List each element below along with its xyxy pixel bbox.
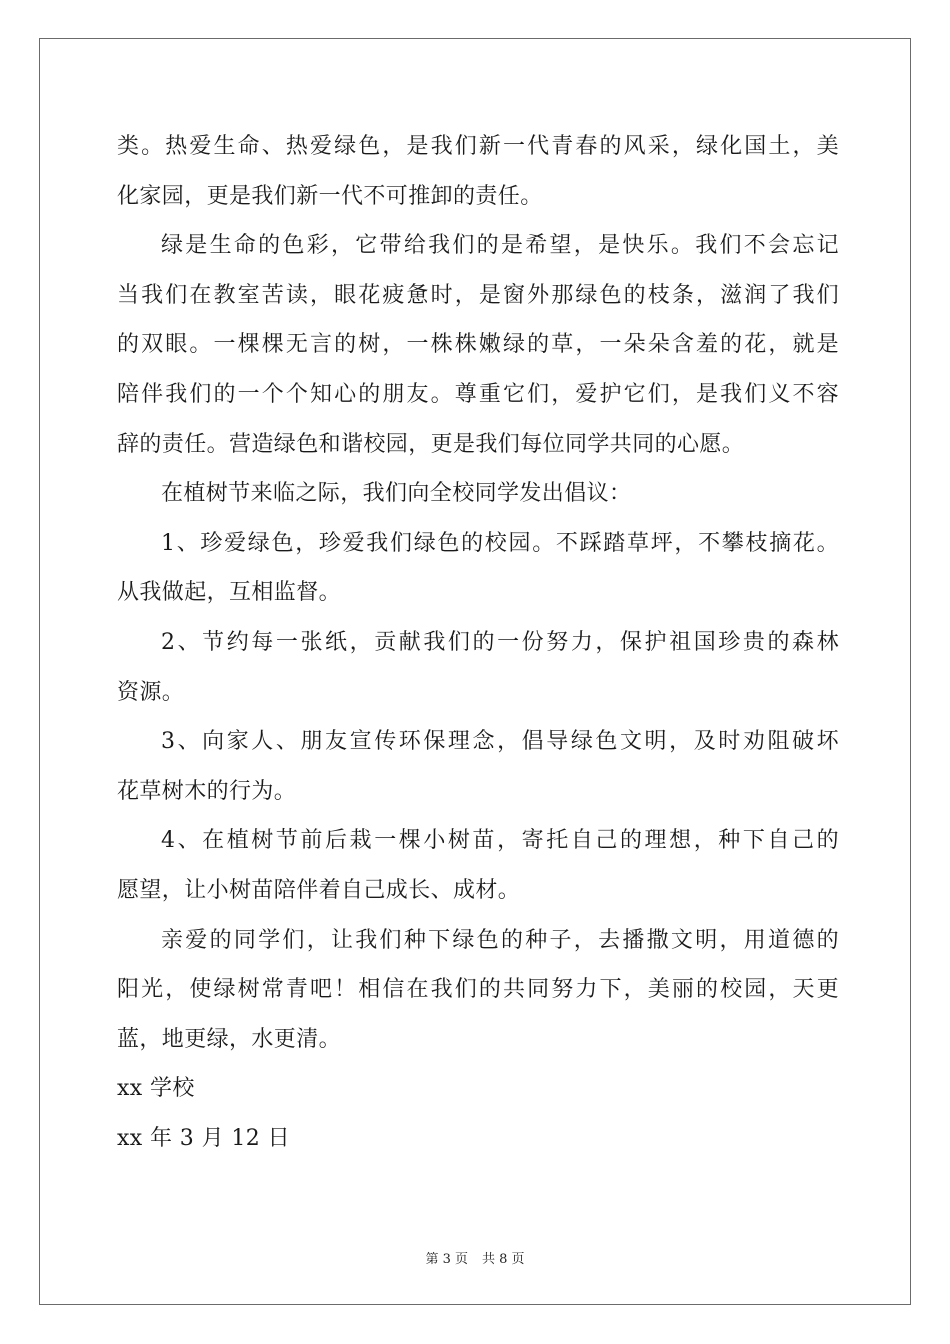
paragraph-line: 辞的责任。营造绿色和谐校园，更是我们每位同学共同的心愿。 <box>117 431 745 457</box>
document-body <box>117 122 839 1163</box>
paragraph-line: 亲爱的同学们，让我们种下绿色的种子，去播撒文明，用道德的 <box>161 927 839 953</box>
paragraph-line: 在植树节来临之际，我们向全校同学发出倡议： <box>161 481 632 507</box>
paragraph-line: xx 年 3 月 12 日 <box>117 1125 290 1151</box>
paragraph-line: 陪伴我们的一个个知心的朋友。尊重它们，爱护它们，是我们义不容 <box>117 381 839 407</box>
paragraph-line: 4、在植树节前后栽一棵小树苗，寄托自己的理想，种下自己的 <box>161 828 839 854</box>
page-footer <box>0 1248 950 1267</box>
paragraph-line: xx 学校 <box>117 1076 195 1102</box>
page-number: 第 3 页 <box>425 1252 468 1267</box>
paragraph-line: 类。热爱生命、热爱绿色，是我们新一代青春的风采，绿化国土，美 <box>117 134 839 159</box>
paragraph-line: 阳光，使绿树常青吧！相信在我们的共同努力下，美丽的校园，天更 <box>117 977 839 1003</box>
paragraph-line: 绿是生命的色彩，它带给我们的是希望，是快乐。我们不会忘记 <box>161 233 839 259</box>
paragraph-line: 2、节约每一张纸，贡献我们的一份努力，保护祖国珍贵的森林 <box>161 629 839 655</box>
paragraph-line: 花草树木的行为。 <box>117 778 297 804</box>
paragraph-line: 资源。 <box>117 679 185 705</box>
paragraph-line: 化家园，更是我们新一代不可推卸的责任。 <box>117 183 543 209</box>
paragraph-line: 3、向家人、朋友宣传环保理念，倡导绿色文明，及时劝阻破坏 <box>161 729 839 755</box>
page-total: 共 8 页 <box>482 1252 525 1267</box>
paragraph-line: 蓝，地更绿，水更清。 <box>117 1026 342 1052</box>
paragraph-line: 的双眼。一棵棵无言的树，一株株嫩绿的草，一朵朵含羞的花，就是 <box>117 332 839 358</box>
paragraph-line: 从我做起，互相监督。 <box>117 580 342 606</box>
paragraph-line: 当我们在教室苦读，眼花疲惫时，是窗外那绿色的枝条，滋润了我们 <box>117 282 839 308</box>
paragraph-line: 1、珍爱绿色，珍爱我们绿色的校园。不踩踏草坪，不攀枝摘花。 <box>161 530 839 556</box>
paragraph-line: 愿望，让小树苗陪伴着自己成长、成材。 <box>117 877 521 903</box>
